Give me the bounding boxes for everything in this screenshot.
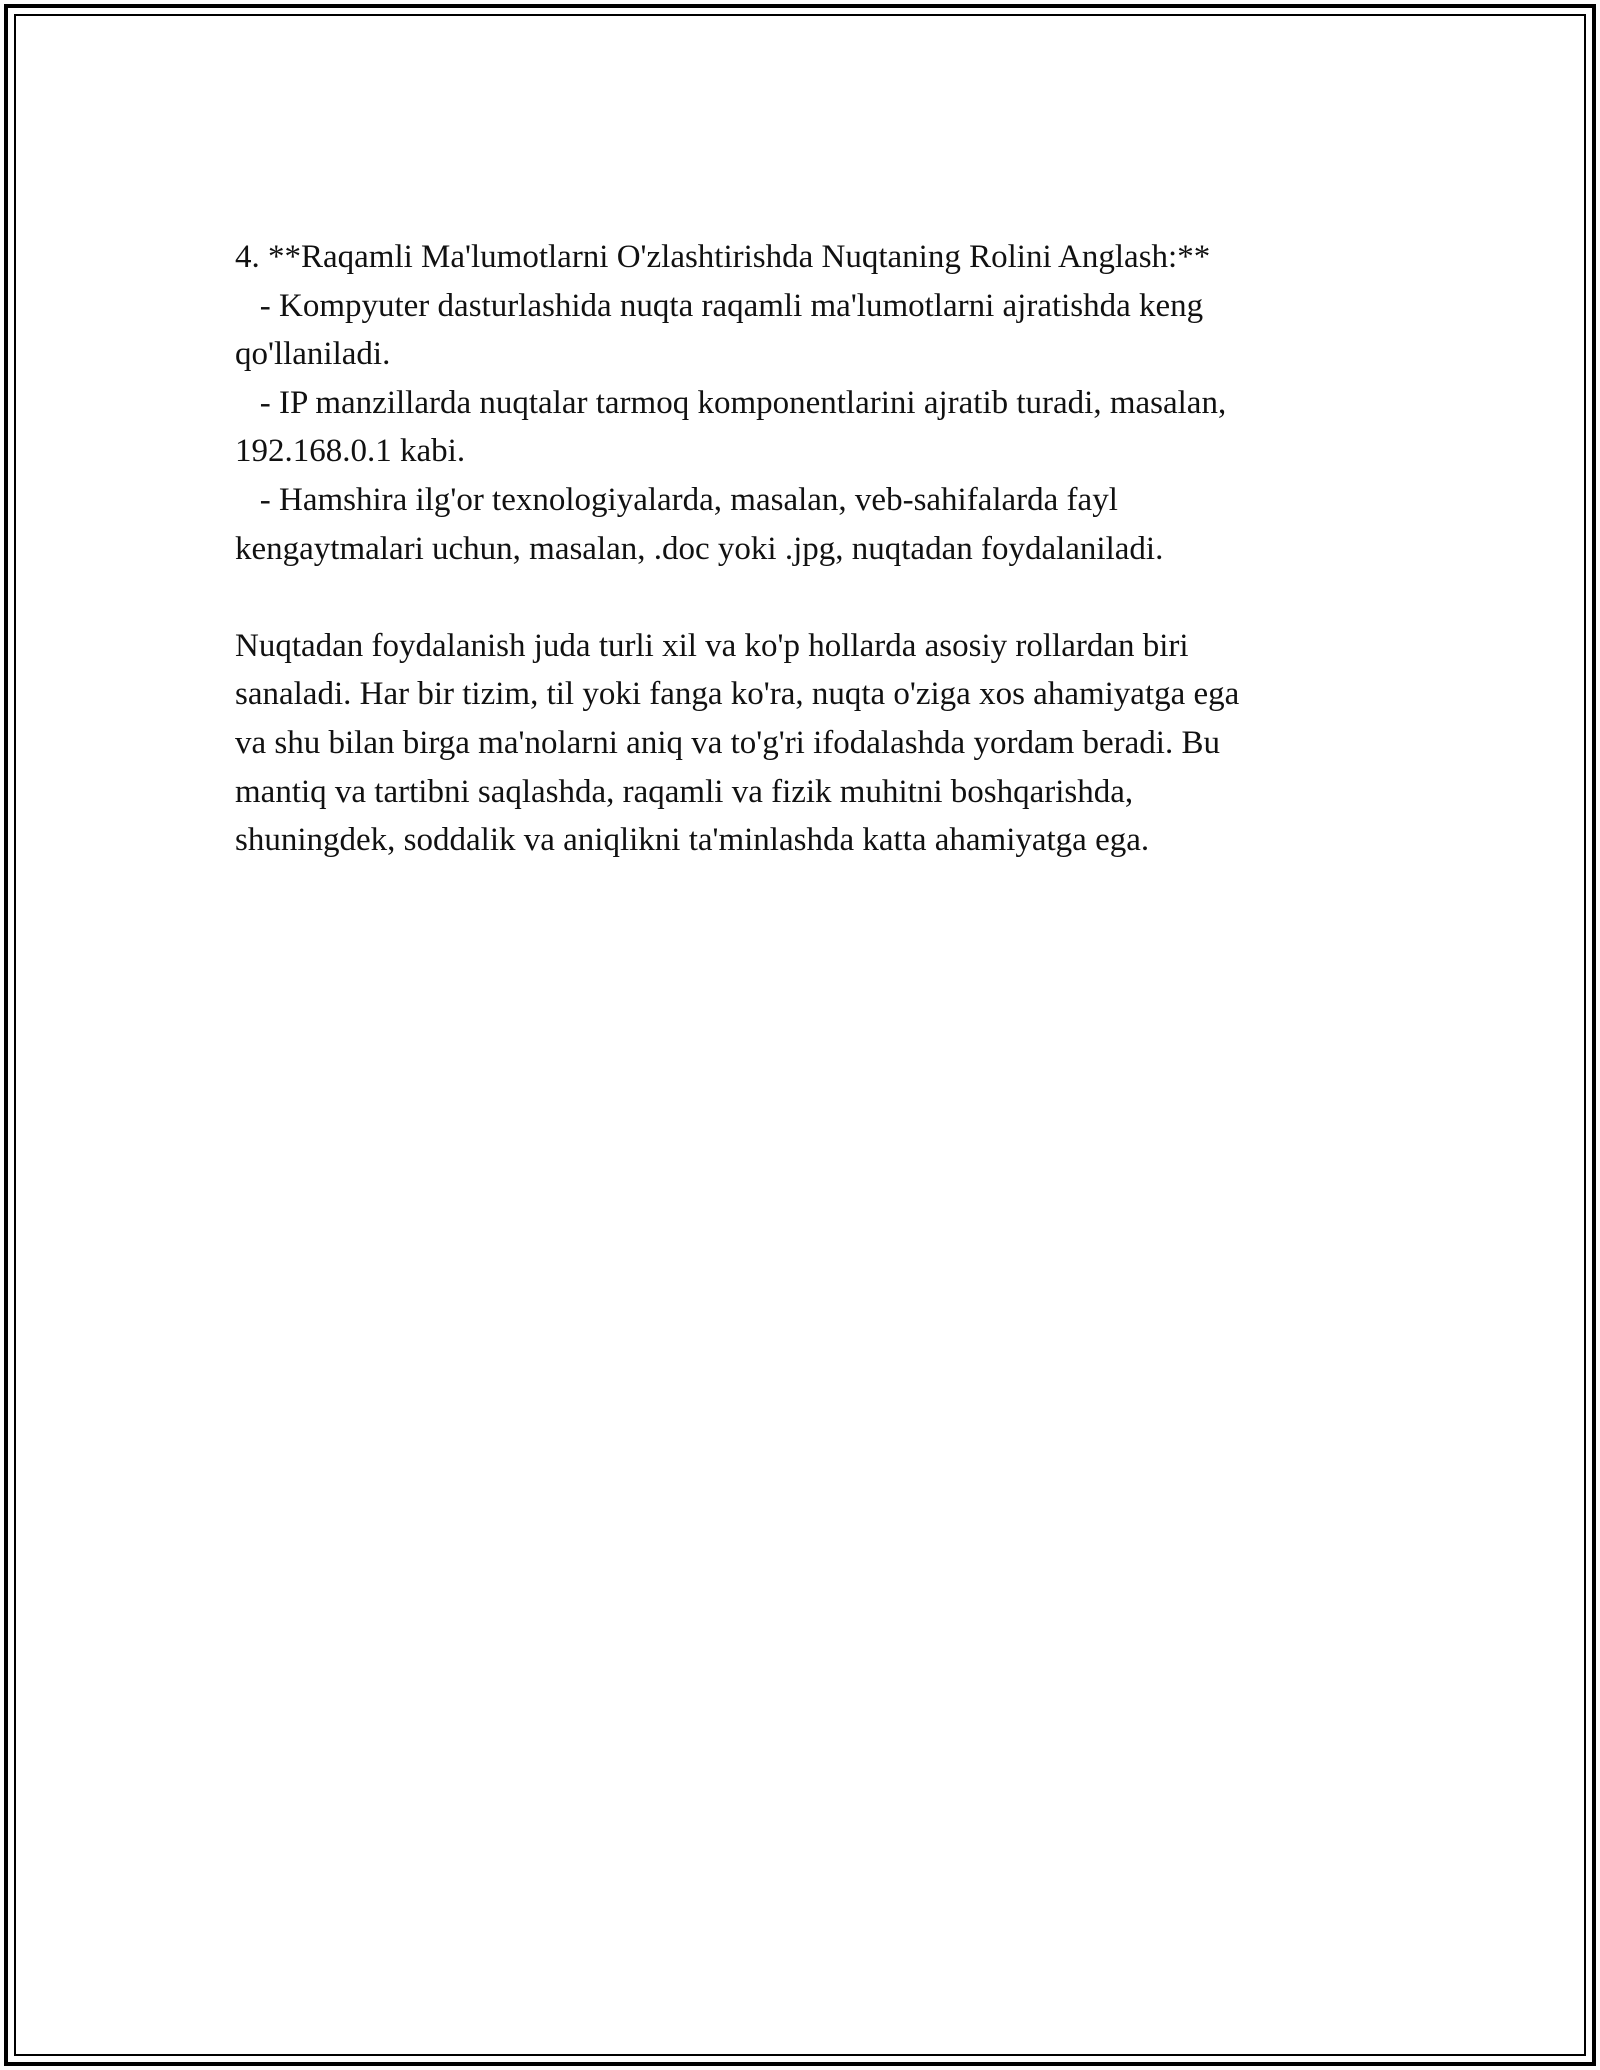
bullet-3-line-1: - Hamshira ilg'or texnologiyalarda, masalan, veb-sahifalarda fayl [235,481,1118,518]
conclusion-line-3: va shu bilan birga ma'nolarni aniq va to'g'ri ifodalashda yordam beradi. Bu [235,724,1220,761]
conclusion-line-2: sanaladi. Har bir tizim, til yoki fanga ko'ra, nuqta o'ziga xos ahamiyatga ega [235,676,1240,713]
paragraph-spacer [235,573,1365,622]
section-heading: 4. **Raqamli Ma'lumotlarni O'zlashtirishda Nuqtaning Rolini Anglash:** [235,239,1211,275]
bullet-1-line-2: qo'llaniladi. [235,336,391,373]
bullet-2-line-1: - IP manzillarda nuqtalar tarmoq komponentlarini ajratib turadi, masalan, [235,384,1227,421]
bullet-3-line-2: kengaytmalari uchun, masalan, .doc yoki .jpg, nuqtadan foydalaniladi. [235,530,1164,567]
conclusion-line-5: shuningdek, soddalik va aniqlikni ta'minlashda katta ahamiyatga ega. [235,822,1150,859]
bullet-1-line-1: - Kompyuter dasturlashida nuqta raqamli ma'lumotlarni ajratishda keng [235,287,1204,324]
conclusion-line-1: Nuqtadan foydalanish juda turli xil va ko'p hollarda asosiy rollardan biri [235,627,1189,664]
conclusion-line-4: mantiq va tartibni saqlashda, raqamli va fizik muhitni boshqarishda, [235,773,1134,810]
document-body [235,233,1365,865]
bullet-2-line-2: 192.168.0.1 kabi. [235,433,466,470]
